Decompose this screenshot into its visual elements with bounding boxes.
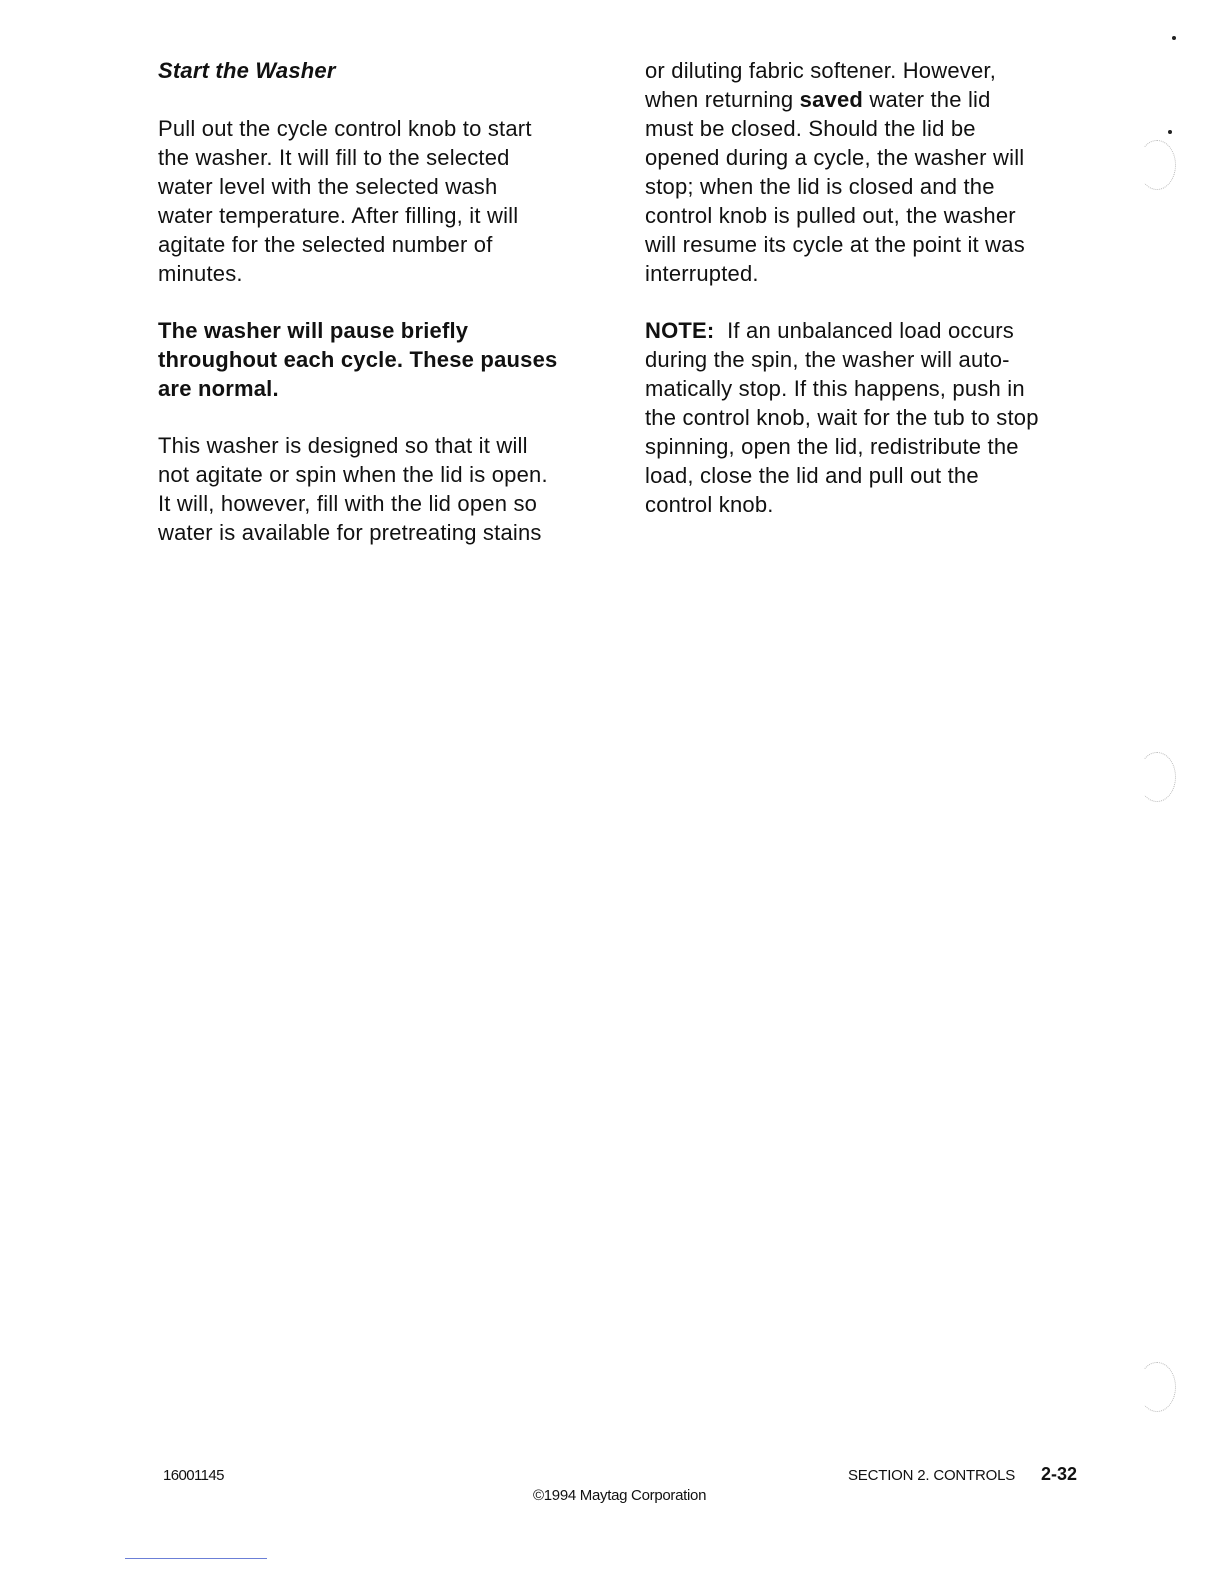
document-number: 16001145	[163, 1467, 224, 1484]
page-number: 2-32	[1041, 1464, 1078, 1484]
start-instructions-paragraph	[158, 114, 598, 288]
text-line: The washer will pause briefly	[158, 318, 469, 343]
text-line: Pull out the cycle control knob to start	[158, 116, 532, 141]
copyright-notice: ©1994 Maytag Corporation	[533, 1487, 707, 1504]
text-line: It will, however, fill with the lid open so	[158, 491, 538, 516]
left-column	[158, 56, 598, 575]
text-line: control knob.	[645, 492, 774, 517]
emphasis-saved: saved	[799, 87, 864, 112]
punch-hole-shadow	[1138, 1362, 1176, 1412]
text-line: stop; when the lid is closed and the	[645, 174, 995, 199]
text-line	[645, 316, 1085, 345]
text-line: not agitate or spin when the lid is open.	[158, 462, 548, 487]
text-line: water temperature. After filling, it will	[158, 203, 519, 228]
text-line: load, close the lid and pull out the	[645, 463, 979, 488]
text-line: control knob is pulled out, the washer	[645, 203, 1016, 228]
text-line: spinning, open the lid, redistribute the	[645, 434, 1019, 459]
scan-speck	[1172, 36, 1176, 40]
edge-line	[125, 1558, 267, 1559]
pause-notice-paragraph	[158, 316, 598, 403]
text-line: water level with the selected wash	[158, 174, 498, 199]
lid-design-paragraph	[158, 431, 598, 547]
text-line	[645, 85, 1085, 114]
note-label: NOTE:	[645, 318, 715, 343]
text-line: This washer is designed so that it will	[158, 433, 528, 458]
text-line: water is available for pretreating stains	[158, 520, 542, 545]
text-fragment: when returning	[645, 87, 800, 112]
text-line: minutes.	[158, 261, 243, 286]
scan-speck	[1168, 130, 1172, 134]
right-column	[645, 56, 1085, 547]
section-heading: Start the Washer	[158, 58, 336, 83]
text-line: must be closed. Should the lid be	[645, 116, 976, 141]
punch-hole-shadow	[1138, 140, 1176, 190]
text-line: the washer. It will fill to the selected	[158, 145, 510, 170]
text-line: will resume its cycle at the point it was	[645, 232, 1025, 257]
text-line: agitate for the selected number of	[158, 232, 493, 257]
note-paragraph	[645, 316, 1085, 519]
text-line: are normal.	[158, 376, 279, 401]
punch-hole-shadow	[1138, 752, 1176, 802]
section-label: SECTION 2. CONTROLS	[848, 1467, 1016, 1484]
text-line: opened during a cycle, the washer will	[645, 145, 1025, 170]
text-line: or diluting fabric softener. However,	[645, 58, 997, 83]
text-line: matically stop. If this happens, push in	[645, 376, 1025, 401]
lid-continuation-paragraph	[645, 56, 1085, 288]
text-line: during the spin, the washer will auto-	[645, 347, 1010, 372]
text-line: interrupted.	[645, 261, 759, 286]
text-line: the control knob, wait for the tub to stop	[645, 405, 1039, 430]
text-fragment: water the lid	[863, 87, 991, 112]
text-line: throughout each cycle. These pauses	[158, 347, 558, 372]
text-fragment: If an unbalanced load occurs	[714, 318, 1014, 343]
